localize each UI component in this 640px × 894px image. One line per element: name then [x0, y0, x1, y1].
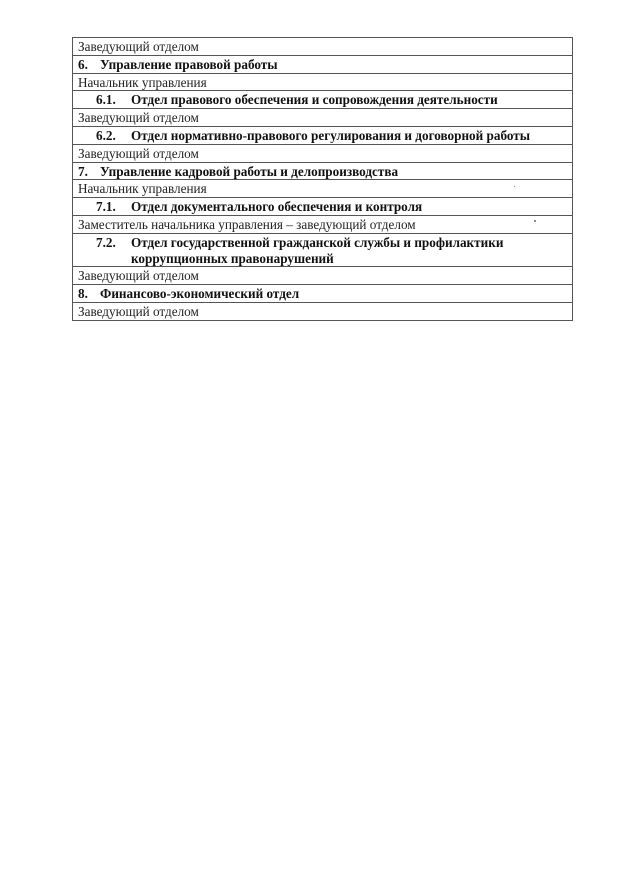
division-number: 8.	[78, 286, 88, 302]
position-row: Заведующий отделом	[73, 267, 572, 285]
division-number: 6.	[78, 56, 88, 72]
position-row: Заведующий отделом	[73, 145, 572, 163]
department-number: 7.2.	[96, 234, 116, 250]
position-row: Начальник управления	[73, 74, 572, 92]
division-title: Управление правовой работы	[100, 56, 278, 72]
position-row: Заместитель начальника управления – заведующий отделом	[73, 216, 572, 234]
position-row: Заведующий отделом	[78, 303, 199, 319]
department-title: Отдел документального обеспечения и контроля	[131, 199, 423, 215]
department-title: Отдел правового обеспечения и сопровождения деятельности	[131, 92, 498, 108]
department-number: 7.1.	[96, 199, 116, 215]
position-row: Заведующий отделом	[73, 109, 572, 127]
division-heading-row	[73, 56, 572, 74]
position-row: Заведующий отделом	[73, 38, 572, 56]
department-heading-row	[73, 198, 572, 216]
scan-speck	[514, 186, 515, 187]
division-number: 7.	[78, 163, 88, 179]
division-title: Управление кадровой работы и делопроизводства	[100, 163, 399, 179]
scan-speck	[534, 220, 536, 222]
department-heading-row	[73, 234, 572, 268]
department-number: 6.2.	[96, 127, 116, 143]
department-heading-row	[73, 127, 572, 145]
position-row: Начальник управления	[73, 180, 572, 198]
division-heading-row	[73, 285, 572, 303]
department-title: Отдел нормативно-правового регулирования и договорной работы	[131, 127, 531, 143]
division-title: Финансово-экономический отдел	[100, 286, 300, 302]
department-title: Отдел государственной гражданской службы и профилактики коррупционных правонарушений	[131, 234, 504, 266]
department-heading-row	[73, 91, 572, 109]
division-heading-row	[73, 163, 572, 181]
structure-table	[72, 37, 573, 321]
department-number: 6.1.	[96, 92, 116, 108]
